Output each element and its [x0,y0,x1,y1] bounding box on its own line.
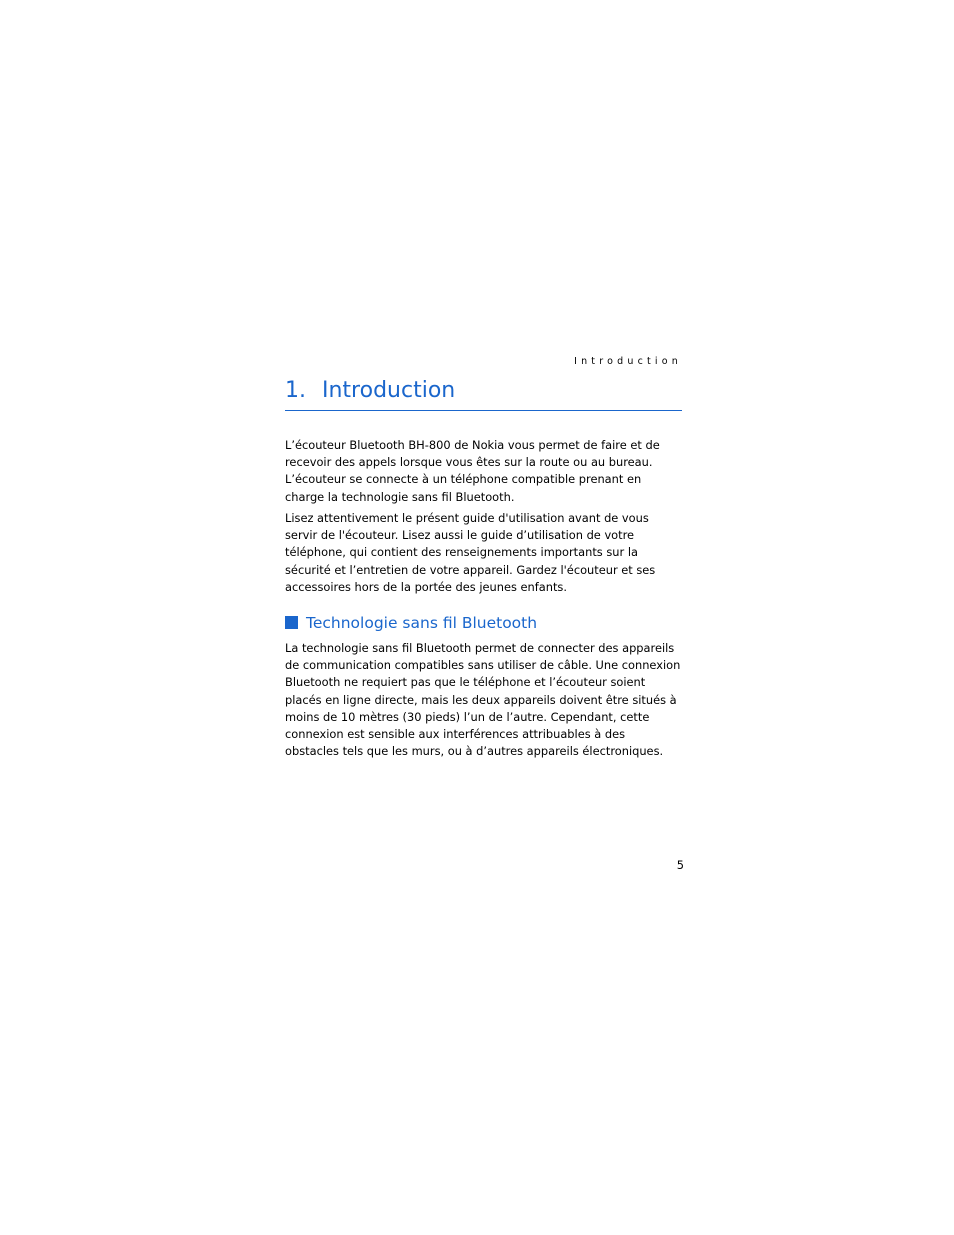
chapter-title [285,378,682,411]
section-heading-text: Technologie sans fil Bluetooth [306,614,538,632]
running-header: Introduction [574,356,682,367]
chapter-number: 1. [285,378,306,403]
section-square-icon [285,616,298,629]
document-page [285,0,682,1235]
section-heading [285,614,537,632]
intro-paragraph-1: L’écouteur Bluetooth BH-800 de Nokia vous permet de faire et de recevoir des appels lorsque vous êtes sur la route ou au bureau. L’écouteur se connecte à un téléphone compatible prenant en charge la technologie sans fil Bluetooth. [285,438,660,504]
section-paragraph: La technologie sans fil Bluetooth permet de connecter des appareils de communication compatibles sans utiliser de câble. Une connexion Bluetooth ne requiert pas que le téléphone et l’écouteur soient placés en ligne directe, mais les deux appareils doivent être situés à moins de 10 mètres (30 pieds) l’un de l’autre. Cependant, cette connexion est sensible aux interférences attribuables à des obstacles tels que les murs, ou à d’autres appareils électroniques. [285,641,681,759]
chapter-title-text: Introduction [322,378,456,403]
intro-paragraph-2: Lisez attentivement le présent guide d'utilisation avant de vous servir de l'écouteur. Lisez aussi le guide d’utilisation de votre téléphone, qui contient des renseignements importants sur la sécurité et l’entretien de votre appareil. Gardez l'écouteur et ses accessoires hors de la portée des jeunes enfants. [285,511,656,594]
page-number: 5 [676,858,684,872]
